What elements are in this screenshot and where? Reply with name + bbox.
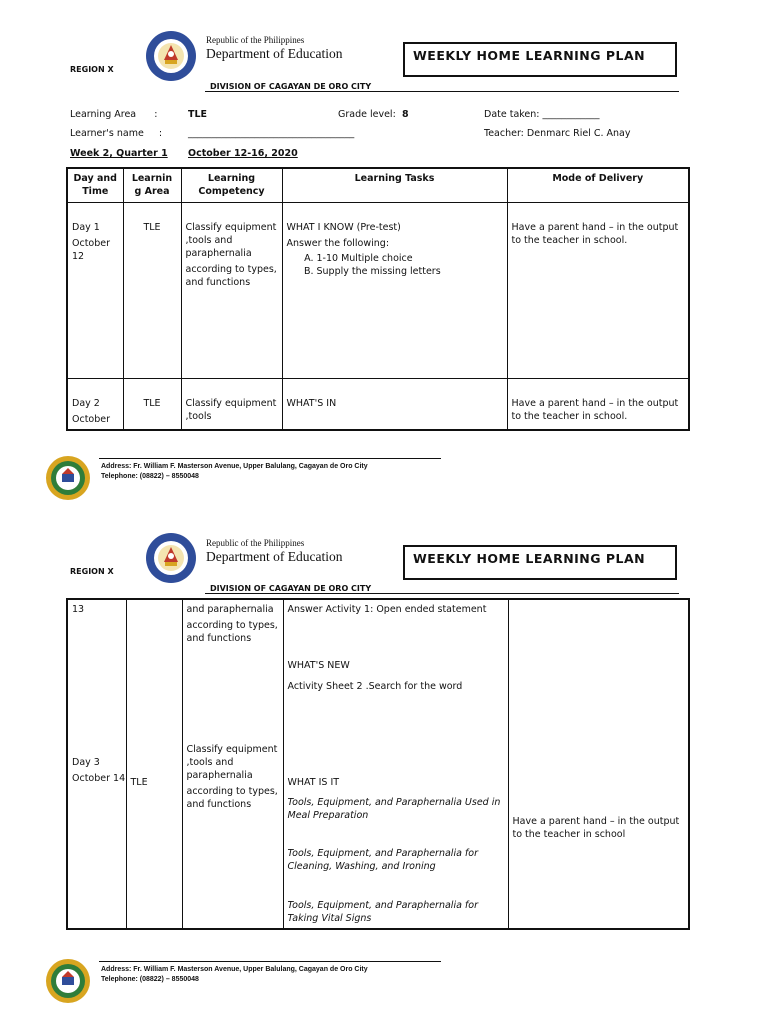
task-title: WHAT I KNOW (Pre-test) [286,221,401,233]
competency-cell [182,599,283,929]
tasks-cell [282,202,507,378]
plan-title-box [403,545,677,580]
day-cell [67,599,126,929]
delivery-cell [508,599,689,929]
area-label: TLE [130,777,148,788]
header-competency: Learning Competency [181,168,282,202]
area-cell: TLE [123,378,181,430]
competency-text: Classify equipment ,tools and paraphernalia [185,221,277,259]
delivery-cell: Have a parent hand – in the output to the teacher in school. [507,202,689,378]
header-day-time: Day and Time [67,168,123,202]
learner-name-line: ___________________________________ [188,128,355,139]
delivery-text: Have a parent hand – in the output to the teacher in school [512,816,680,840]
table-row [67,202,689,378]
header-mode-of-delivery: Mode of Delivery [507,168,689,202]
table-row [67,378,689,430]
day3-competency [187,743,279,811]
task-list [287,252,503,278]
footer-address: Address: Fr. William F. Masterson Avenue, Upper Balulang, Cagayan de Oro City [101,966,368,973]
tools-vital-signs: Tools, Equipment, and Paraphernalia for Taking Vital Signs [287,900,478,924]
tasks-cell: WHAT'S IN [282,378,507,430]
republic-text: Republic of the Philippines [206,35,305,45]
plan-title-box [403,42,677,77]
competency-text: according to types, and functions [185,263,277,288]
footer-address: Address: Fr. William F. Masterson Avenue, Upper Balulang, Cagayan de Oro City [101,463,368,470]
whats-new: WHAT'S NEW [287,660,350,671]
day-date: October 14 [72,773,126,784]
teacher-name: Teacher: Denmarc Riel C. Anay [484,128,631,139]
table-row [67,599,689,929]
deped-seal-logo [145,30,197,82]
grade-level-value: 8 [402,109,409,120]
tasks-cell [283,599,508,929]
learning-area-value: TLE [188,109,208,120]
competency-cell: Classify equipment ,tools [181,378,282,430]
what-is-it: WHAT IS IT [287,777,340,788]
division-seal-logo [45,455,91,501]
header-divider [205,593,679,594]
region-label: REGION X [70,65,114,74]
day-label: Day 1 [72,221,100,233]
competency-text: according to types, and functions [186,786,278,810]
day-cell [67,378,123,430]
department-text: Department of Education [206,46,343,61]
day3-block [72,756,125,785]
competency-text: Classify equipment ,tools and paraphernalia [186,744,278,781]
tools-cleaning-washing: Tools, Equipment, and Paraphernalia for Cleaning, Washing, and Ironing [287,848,478,872]
area-cell [126,599,182,929]
learning-area-label: Learning Area : [70,109,158,120]
list-item: A. 1-10 Multiple choice [317,252,503,265]
grade-level-label: Grade level: [338,109,396,120]
day-label: Day 3 [72,757,100,768]
learning-plan-table-continued [66,598,690,930]
deped-seal-logo [145,532,197,584]
footer-telephone: Telephone: (08822) – 8550048 [101,976,199,983]
learner-name-label: Learner's name : [70,128,163,139]
header-learning-area: Learnin g Area [123,168,181,202]
week-dates: October 12-16, 2020 [188,148,298,159]
tools-meal-preparation: Tools, Equipment, and Paraphernalia Used in Meal Preparation [287,797,501,821]
week-label: Week 2, Quarter 1 [70,148,168,159]
header-learning-tasks: Learning Tasks [282,168,507,202]
day-cell [67,202,123,378]
day-continued: 13 [72,604,85,615]
task-line: Answer Activity 1: Open ended statement [287,604,487,615]
table-header-row [67,168,689,202]
department-text: Department of Education [206,549,343,564]
day-label: Day 2 [72,397,100,409]
competency-text: according to types, and functions [186,620,278,644]
competency-text: and paraphernalia [186,604,274,615]
list-item: B. Supply the missing letters [317,265,503,278]
division-text: DIVISION OF CAGAYAN DE ORO CITY [210,82,372,91]
division-text: DIVISION OF CAGAYAN DE ORO CITY [210,584,372,593]
task-line: Answer the following: [286,237,390,249]
competency-cell [181,202,282,378]
day-date: October [72,413,111,425]
division-seal-logo [45,958,91,1004]
delivery-cell: Have a parent hand – in the output to the teacher in school. [507,378,689,430]
footer-telephone: Telephone: (08822) – 8550048 [101,473,199,480]
plan-title: WEEKLY HOME LEARNING PLAN [413,48,646,63]
learning-plan-table [66,167,690,431]
republic-text: Republic of the Philippines [206,538,305,548]
area-cell: TLE [123,202,181,378]
header-divider [205,91,679,92]
day-date: October 12 [72,237,111,262]
date-taken-field: Date taken: ____________ [484,109,600,120]
activity-sheet-2: Activity Sheet 2 .Search for the word [287,681,463,692]
footer-divider [99,961,441,962]
region-label: REGION X [70,567,114,576]
plan-title: WEEKLY HOME LEARNING PLAN [413,551,646,566]
footer-divider [99,458,441,459]
